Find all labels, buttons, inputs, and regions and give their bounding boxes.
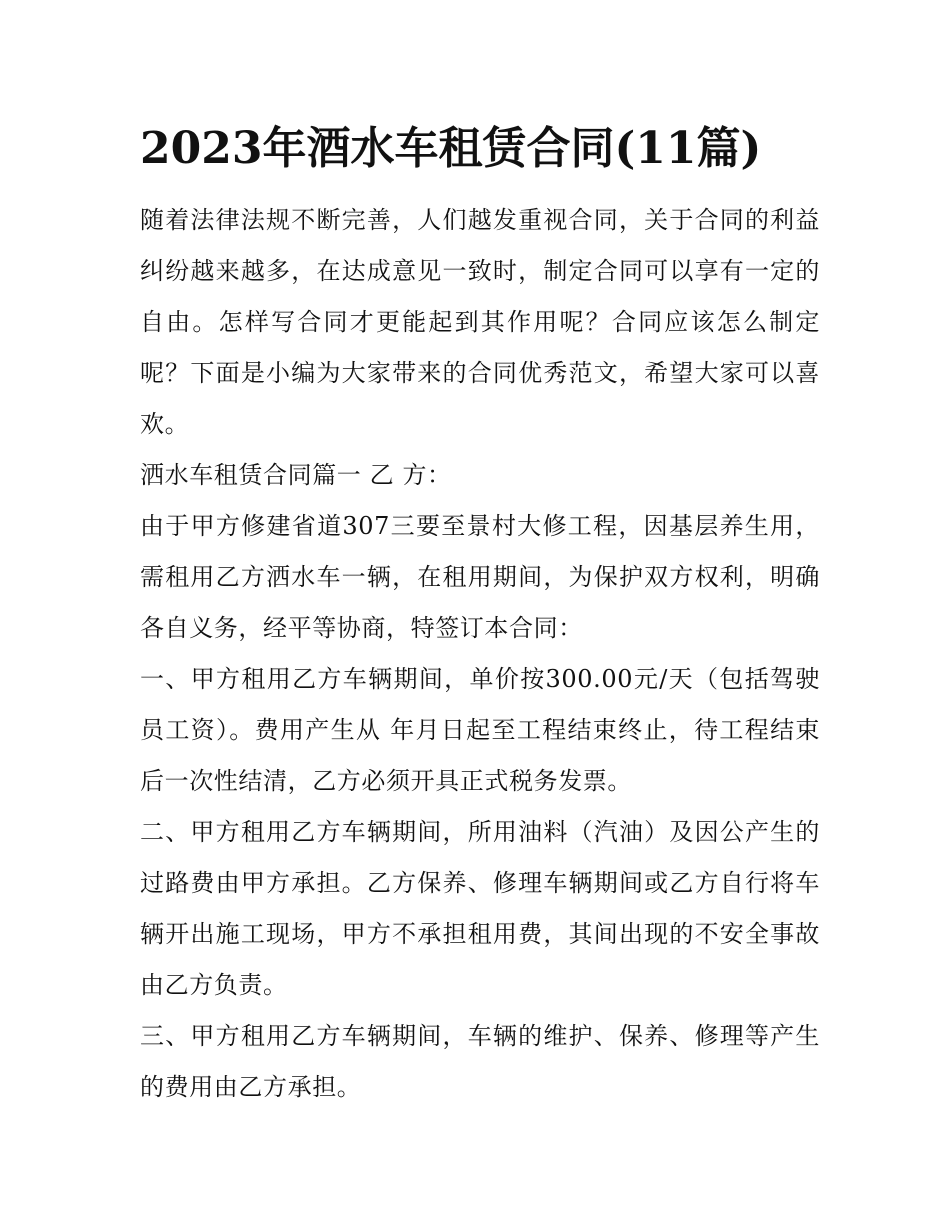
- document-body: [140, 195, 820, 1113]
- paragraph-section-heading: 洒水车租赁合同篇一 乙 方：: [140, 461, 452, 489]
- paragraph-clause-2: 二、甲方租用乙方车辆期间，所用油料（汽油）及因公产生的过路费由甲方承担。乙方保养、修理车辆期间或乙方自行将车辆开出施工现场，甲方不承担租用费，其间出现的不安全事故由乙方负责。: [140, 818, 820, 999]
- paragraph-clause-3: 三、甲方租用乙方车辆期间，车辆的维护、保养、修理等产生的费用由乙方承担。: [140, 1022, 820, 1101]
- paragraph-intro: 随着法律法规不断完善，人们越发重视合同，关于合同的利益纠纷越来越多，在达成意见一致时，制定合同可以享有一定的自由。怎样写合同才更能起到其作用呢？合同应该怎么制定呢？下面是小编为大家带来的合同优秀范文，希望大家可以喜欢。: [140, 206, 820, 438]
- document-title: 2023年酒水车租赁合同(11篇): [140, 123, 762, 174]
- paragraph-preamble: 由于甲方修建省道307三要至景村大修工程，因基层养生用，需租用乙方洒水车一辆，在租用期间，为保护双方权利，明确各自义务，经平等协商，特签订本合同：: [140, 512, 820, 642]
- paragraph-clause-1: 一、甲方租用乙方车辆期间，单价按300.00元/天（包括驾驶员工资）。费用产生从 年月日起至工程结束终止，待工程结束后一次性结清，乙方必须开具正式税务发票。: [140, 665, 820, 795]
